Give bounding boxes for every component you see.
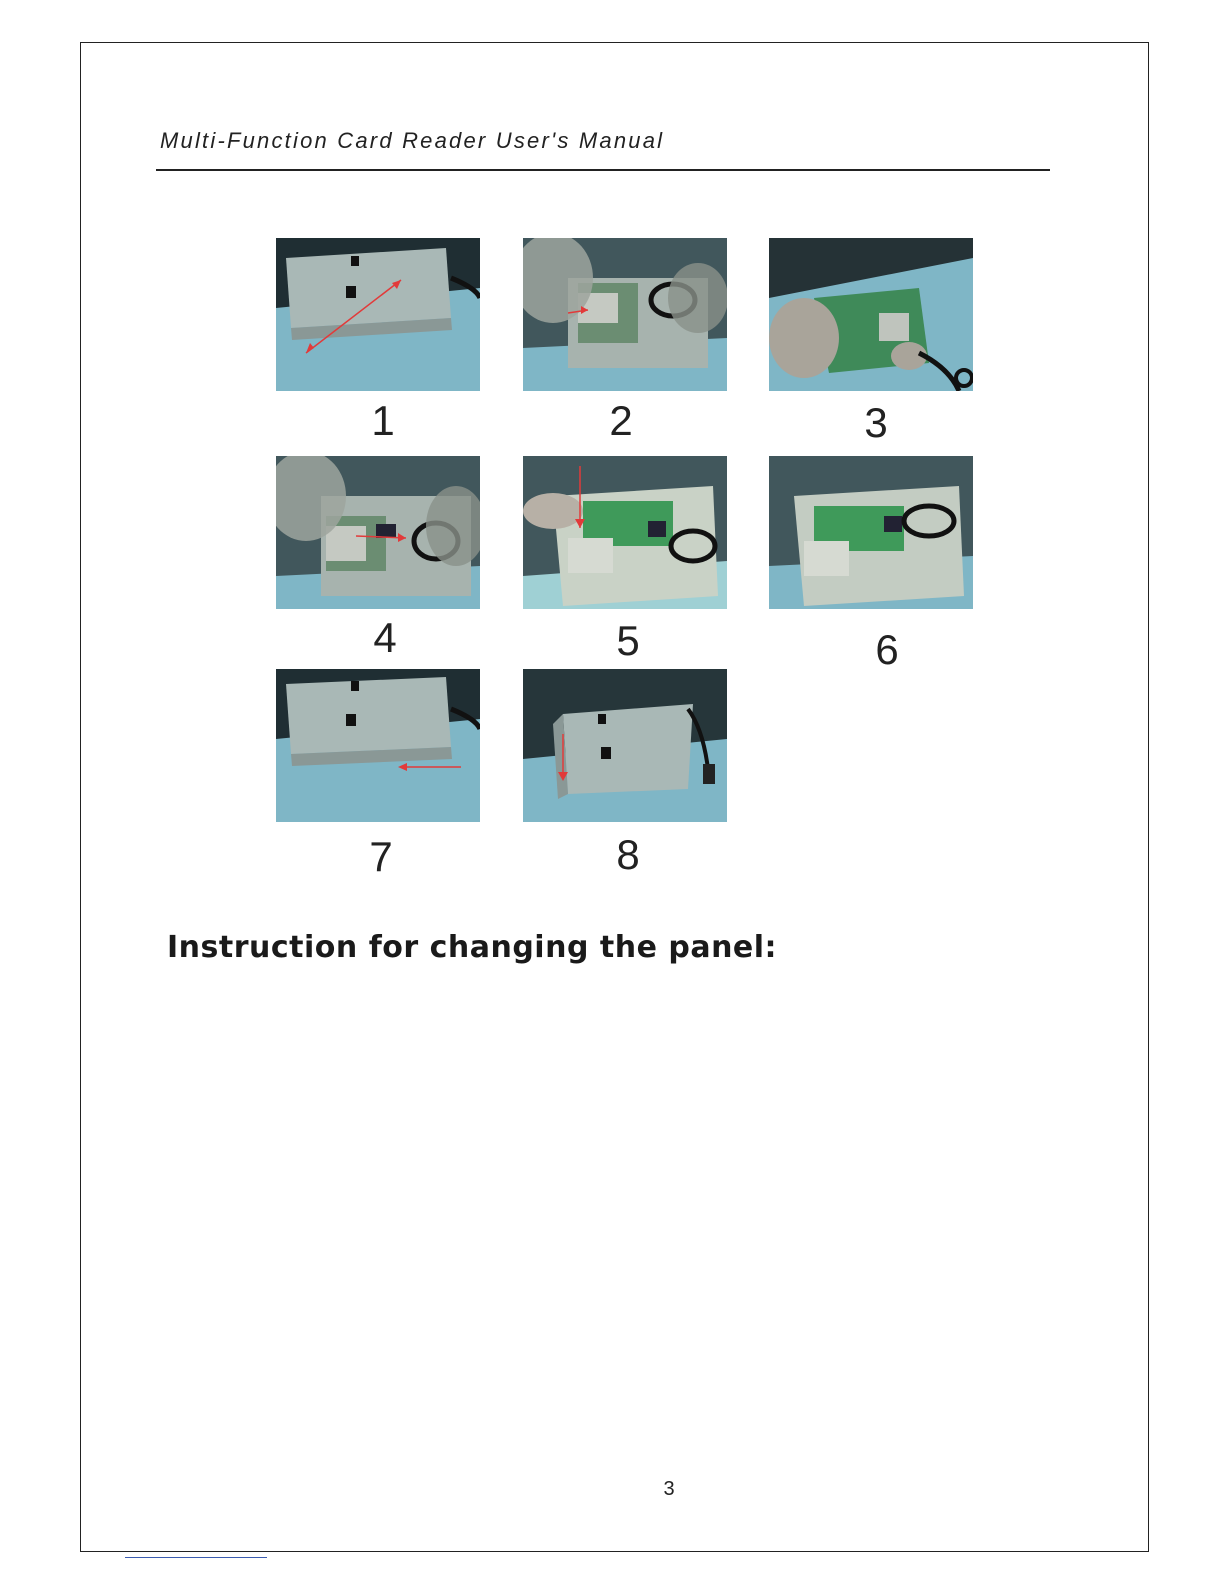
step-6-number: 6 (875, 626, 899, 673)
step-8-number: 8 (616, 831, 640, 878)
step-7-photo (276, 669, 480, 822)
step-2-photo (523, 238, 727, 391)
step-6-photo (769, 456, 973, 609)
step-7-number: 7 (369, 833, 393, 880)
step-3-number: 3 (864, 399, 888, 446)
step-5-number: 5 (616, 617, 640, 664)
step-1-number: 1 (371, 397, 395, 444)
page-number: 3 (663, 1478, 675, 1500)
section-heading: Instruction for changing the panel: (167, 930, 778, 965)
step-3-photo (769, 238, 973, 391)
step-1-photo (276, 238, 480, 391)
step-4-photo (276, 456, 480, 609)
step-8-photo (523, 669, 727, 822)
manual-title: Multi-Function Card Reader User's Manual (160, 128, 665, 153)
step-5-photo (523, 456, 727, 609)
step-4-number: 4 (373, 614, 397, 661)
header-rule (156, 169, 1050, 171)
step-2-number: 2 (609, 397, 633, 444)
footer-line (125, 1557, 267, 1558)
